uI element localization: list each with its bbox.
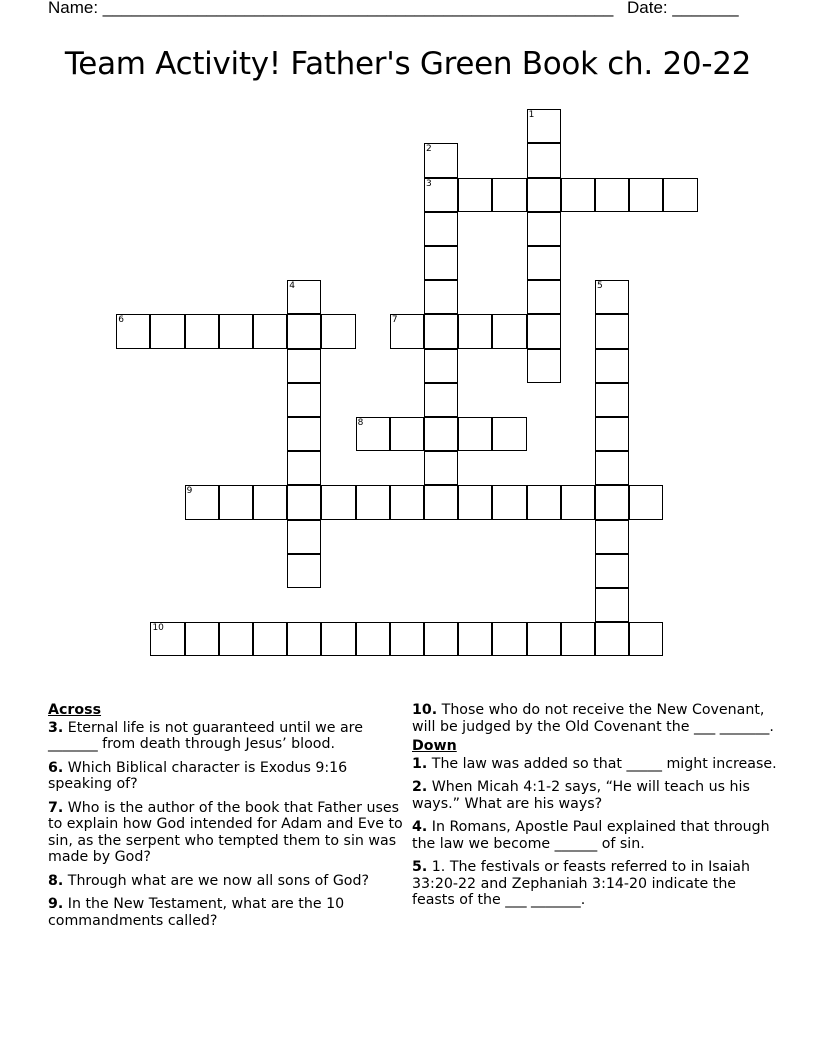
grid-cell[interactable] — [390, 622, 424, 656]
grid-cell[interactable] — [629, 485, 663, 519]
grid-cell[interactable] — [527, 178, 561, 212]
clue-text: Which Biblical character is Exodus 9:16 speaking of? — [48, 759, 348, 792]
grid-cell[interactable] — [527, 212, 561, 246]
clue-text: Through what are we now all sons of God? — [63, 872, 370, 889]
grid-cell[interactable] — [185, 314, 219, 348]
grid-cell[interactable] — [356, 417, 390, 451]
grid-cell[interactable] — [424, 246, 458, 280]
clue-down-2 — [412, 779, 782, 812]
grid-cell[interactable] — [492, 485, 526, 519]
grid-cell[interactable] — [595, 622, 629, 656]
grid-cell[interactable] — [595, 451, 629, 485]
clue-number-label: 4 — [289, 281, 295, 292]
grid-cell[interactable] — [527, 109, 561, 143]
grid-cell[interactable] — [287, 383, 321, 417]
grid-cell[interactable] — [595, 349, 629, 383]
clue-across-7 — [48, 800, 410, 866]
grid-cell[interactable] — [424, 622, 458, 656]
grid-cell[interactable] — [595, 280, 629, 314]
grid-cell[interactable] — [424, 485, 458, 519]
grid-cell[interactable] — [424, 178, 458, 212]
clue-down-4 — [412, 819, 782, 852]
grid-cell[interactable] — [150, 314, 184, 348]
grid-cell[interactable] — [150, 622, 184, 656]
grid-cell[interactable] — [253, 314, 287, 348]
grid-cell[interactable] — [424, 314, 458, 348]
clue-text: When Micah 4:1-2 says, “He will teach us his ways.” What are his ways? — [412, 779, 750, 812]
grid-cell[interactable] — [390, 417, 424, 451]
grid-cell[interactable] — [390, 485, 424, 519]
grid-cell[interactable] — [595, 485, 629, 519]
clue-down-5 — [412, 859, 782, 909]
clue-number: 9. — [48, 896, 64, 912]
grid-cell[interactable] — [595, 554, 629, 588]
clue-text: Who is the author of the book that Father uses to explain how God intended for Adam and Eve to sin, as the serpent who tempted them to sin was made by God? — [48, 799, 403, 865]
grid-cell[interactable] — [561, 178, 595, 212]
grid-cell[interactable] — [492, 314, 526, 348]
grid-cell[interactable] — [527, 349, 561, 383]
clue-number-label: 7 — [391, 315, 398, 326]
grid-cell[interactable] — [390, 314, 424, 348]
grid-cell[interactable] — [527, 485, 561, 519]
clues-right-column — [412, 702, 782, 916]
grid-cell[interactable] — [527, 143, 561, 177]
grid-cell[interactable] — [253, 622, 287, 656]
grid-cell[interactable] — [595, 383, 629, 417]
grid-cell[interactable] — [458, 622, 492, 656]
grid-cell[interactable] — [321, 314, 355, 348]
grid-cell[interactable] — [287, 349, 321, 383]
date-field-label: Date: _______ — [627, 0, 739, 17]
grid-cell[interactable] — [424, 451, 458, 485]
grid-cell[interactable] — [561, 622, 595, 656]
grid-cell[interactable] — [287, 622, 321, 656]
grid-cell[interactable] — [424, 143, 458, 177]
grid-cell[interactable] — [424, 383, 458, 417]
clue-number: 5. — [412, 859, 428, 875]
grid-cell[interactable] — [287, 520, 321, 554]
grid-cell[interactable] — [458, 485, 492, 519]
grid-cell[interactable] — [629, 178, 663, 212]
grid-cell[interactable] — [287, 485, 321, 519]
grid-cell[interactable] — [219, 622, 253, 656]
grid-cell[interactable] — [595, 520, 629, 554]
grid-cell[interactable] — [629, 622, 663, 656]
down-heading: Down — [412, 738, 457, 754]
grid-cell[interactable] — [595, 588, 629, 622]
grid-cell[interactable] — [185, 622, 219, 656]
grid-cell[interactable] — [561, 485, 595, 519]
clue-number-label: 6 — [118, 315, 124, 326]
grid-cell[interactable] — [219, 314, 253, 348]
clue-across-3 — [48, 720, 410, 753]
across-heading: Across — [48, 702, 102, 718]
clue-text: Those who do not receive the New Covenant, will be judged by the Old Covenant the ___ _______. — [412, 702, 774, 735]
clue-number: 2. — [412, 779, 428, 795]
clue-number: 4. — [412, 819, 428, 835]
clue-number: 3. — [48, 719, 64, 736]
clue-across-9 — [48, 896, 410, 929]
clue-number: 10. — [412, 702, 438, 718]
grid-cell[interactable] — [458, 417, 492, 451]
grid-cell[interactable] — [424, 280, 458, 314]
grid-cell[interactable] — [424, 212, 458, 246]
grid-cell[interactable] — [185, 485, 219, 519]
clue-text: In Romans, Apostle Paul explained that through the law we become ______ of sin. — [412, 819, 770, 852]
grid-cell[interactable] — [287, 280, 321, 314]
clue-number-label: 1 — [528, 110, 535, 121]
page-title: Team Activity! Father's Green Book ch. 20-22 — [64, 46, 752, 82]
grid-cell[interactable] — [424, 349, 458, 383]
grid-cell[interactable] — [458, 314, 492, 348]
clue-number: 8. — [48, 872, 64, 889]
grid-cell[interactable] — [458, 178, 492, 212]
grid-cell[interactable] — [527, 622, 561, 656]
grid-cell[interactable] — [356, 485, 390, 519]
grid-cell[interactable] — [492, 417, 526, 451]
grid-cell[interactable] — [595, 314, 629, 348]
clue-text: The law was added so that _____ might increase. — [427, 755, 777, 772]
clue-text: Eternal life is not guaranteed until we are _______ from death through Jesus’ blood. — [48, 719, 363, 752]
clue-across-6 — [48, 760, 410, 793]
grid-cell[interactable] — [595, 178, 629, 212]
grid-cell[interactable] — [527, 246, 561, 280]
clues-left-column — [48, 702, 410, 936]
grid-cell[interactable] — [356, 622, 390, 656]
grid-cell[interactable] — [321, 622, 355, 656]
clue-number-label: 3 — [426, 178, 432, 189]
clue-number-label: 2 — [426, 144, 432, 155]
clue-number-label: 10 — [152, 623, 164, 634]
clue-number-label: 5 — [597, 281, 603, 292]
grid-cell[interactable] — [595, 417, 629, 451]
clue-number: 7. — [48, 799, 64, 816]
grid-cell[interactable] — [287, 417, 321, 451]
grid-cell[interactable] — [492, 622, 526, 656]
grid-cell[interactable] — [527, 314, 561, 348]
grid-cell[interactable] — [287, 554, 321, 588]
name-field-label: Name: ______________________________________________________ — [48, 0, 614, 17]
clue-across-10 — [412, 702, 782, 735]
grid-cell[interactable] — [527, 280, 561, 314]
grid-cell[interactable] — [321, 485, 355, 519]
grid-cell[interactable] — [116, 314, 150, 348]
clue-number-label: 8 — [357, 418, 364, 429]
clue-across-8 — [48, 873, 410, 890]
clue-number: 6. — [48, 759, 64, 776]
clue-text: 1. The festivals or feasts referred to in Isaiah 33:20-22 and Zephaniah 3:14-20 indicate the feasts of the ___ _______. — [412, 859, 750, 908]
clue-number: 1. — [412, 755, 428, 772]
grid-cell[interactable] — [219, 485, 253, 519]
grid-cell[interactable] — [253, 485, 287, 519]
clue-number-label: 9 — [186, 486, 193, 497]
grid-cell[interactable] — [287, 451, 321, 485]
grid-cell[interactable] — [663, 178, 697, 212]
clue-down-1 — [412, 756, 782, 773]
grid-cell[interactable] — [424, 417, 458, 451]
grid-cell[interactable] — [492, 178, 526, 212]
grid-cell[interactable] — [287, 314, 321, 348]
clue-text: In the New Testament, what are the 10 commandments called? — [48, 896, 345, 929]
